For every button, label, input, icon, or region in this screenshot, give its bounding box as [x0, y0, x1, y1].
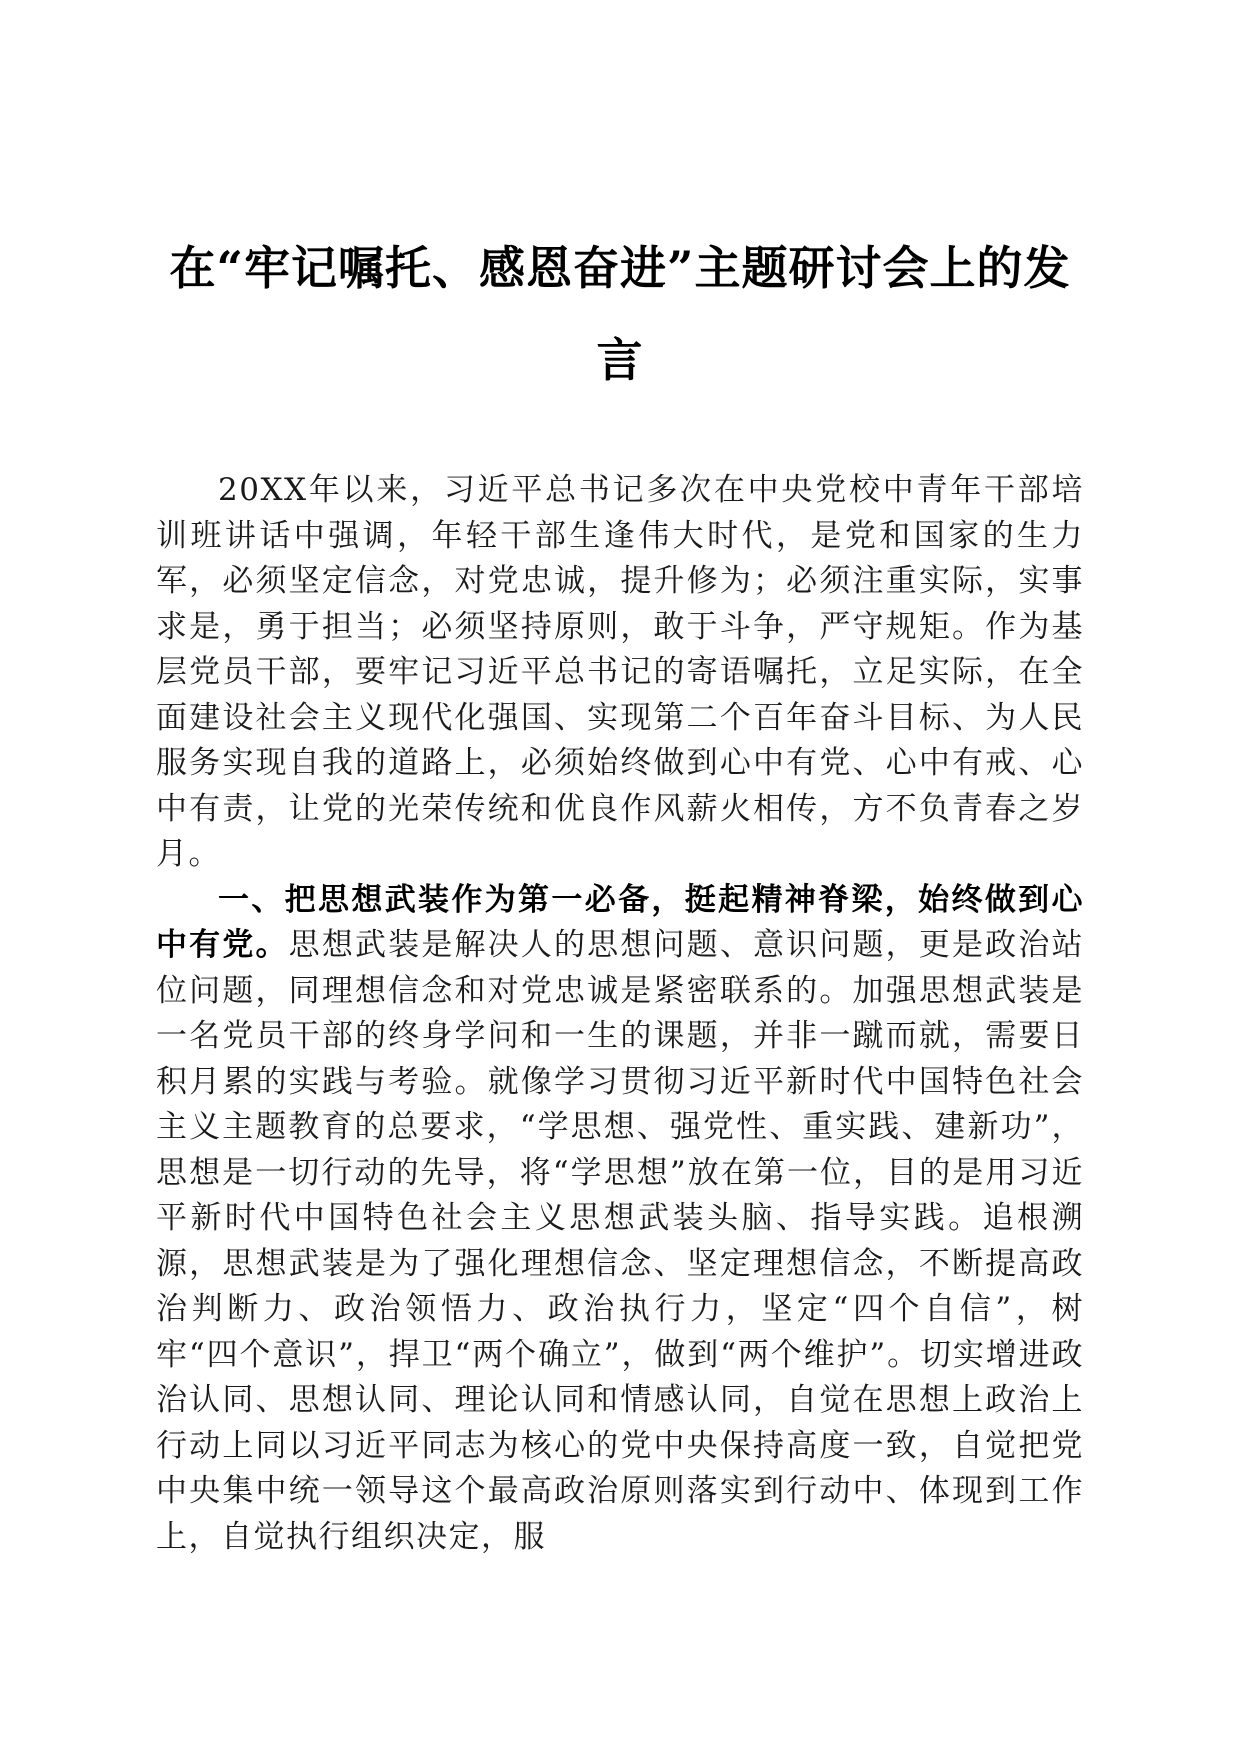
paragraph-text: 思想武装是解决人的思想问题、意识问题，更是政治站位问题，同理想信念和对党忠诚是紧密联系的。加强思想武装是一名党员干部的终身学问和一生的课题，并非一蹴而就，需要日积月累的实践与考验。就像学习贯彻习近平新时代中国特色社会主义主题教育的总要求，“学思想、强党性、重实践、建新功”，思想是一切行动的先导，将“学思想”放在第一位，目的是用习近平新时代中国特色社会主义思想武装头脑、指导实践。追根溯源，思想武装是为了强化理想信念、坚定理想信念，不断提高政治判断力、政治领悟力、政治执行力，坚定“四个自信”，树牢“四个意识”，捍卫“两个确立”，做到“两个维护”。切实增进政治认同、思想认同、理论认同和情感认同，自觉在思想上政治上行动上同以习近平同志为核心的党中央保持高度一致，自觉把党中央集中统一领导这个最高政治原则落实到行动中、体现到工作上，自觉执行组织决定，服: [156, 927, 1085, 1555]
section-heading: 一、把思想武装作为第一必备，挺起精神脊梁，始终做到心中有党。: [156, 881, 1084, 963]
paragraph-text: 20XX年以来，习近平总书记多次在中央党校中青年干部培训班讲话中强调，年轻干部生逢伟大时代，是党和国家的生力军，必须坚定信念，对党忠诚，提升修为；必须注重实际，实事求是，勇于担当；必须坚持原则，敢于斗争，严守规矩。作为基层党员干部，要牢记习近平总书记的寄语嘱托，立足实际，在全面建设社会主义现代化强国、实现第二个百年奋斗目标、为人民服务实现自我的道路上，必须始终做到心中有党、心中有戒、心中有责，让党的光荣传统和优良作风薪火相传，方不负青春之岁月。: [156, 472, 1084, 872]
document-body: [156, 468, 1084, 1560]
document-title: 在“牢记嘱托、感恩奋进”主题研讨会上的发言: [169, 241, 1071, 387]
paragraph-section-1: [156, 878, 1084, 1561]
paragraph-intro: [156, 468, 1084, 878]
